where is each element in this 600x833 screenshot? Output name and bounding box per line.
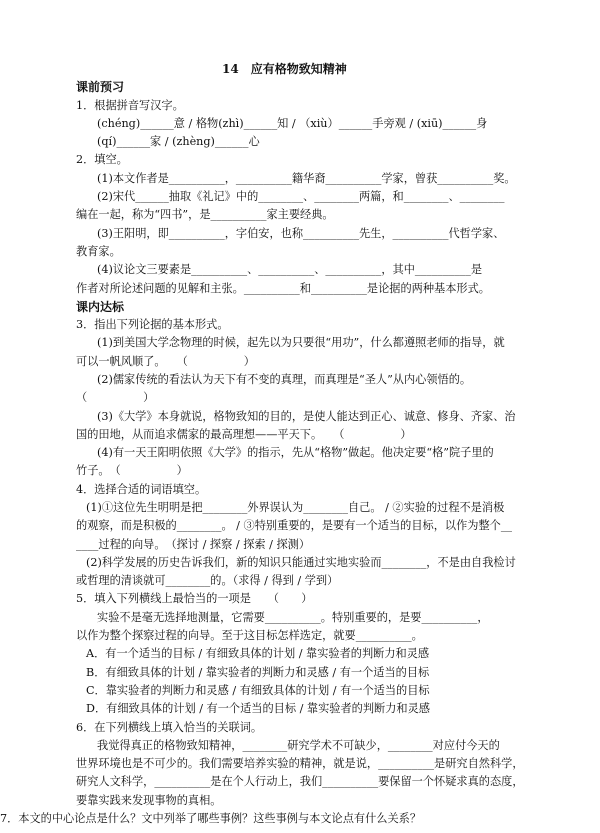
question-3-item-3: (3)《大学》本身就说，格物致知的目的，是使人能达到正心、诚意、修身、齐家、治 [97,410,516,423]
question-1-prompt: 1．根据拼音写汉字。 [76,99,184,112]
question-5-option-c: C．靠实验者的判断力和灵感 / 有细致具体的计划 / 有一个适当的目标 [86,684,430,697]
question-4-item-2-cont: 或哲理的清谈就可________的。（求得 / 得到 / 学到） [76,574,339,587]
question-2-item-2: (2)宋代______抽取《礼记》中的________、________两篇，和________、________ [97,190,505,203]
question-3-item-4-cont: 竹子。 （ ） [76,464,188,477]
question-2-item-2-cont: 编在一起，称为“四书”，是__________家主要经典。 [76,208,334,221]
question-2-item-3-cont: 教育家。 [76,245,121,258]
question-3-item-1-cont: 可以一帆风顺了。 （ ） [76,355,255,368]
question-6-passage-3: 研究人文科学，__________是在个人行动上，我们__________要保留一个怀疑求真的态度， [76,775,524,788]
question-5-passage-2: 以作为整个探察过程的向导。至于这目标怎样选定，就要__________。 [76,629,423,642]
question-4-item-1-cont-1: 的观察，而是积极的________。 / ③特别重要的，是要有一个适当的目标，以作为整个__ [76,519,513,532]
question-3-item-4: (4)有一天王阳明依照《大学》的指示，先从“格物”做起。他决定要“格”院子里的 [97,446,494,459]
question-3-item-1: (1)到美国大学念物理的时候，起先以为只要很“用功”，什么都遵照老师的指导，就 [97,336,505,349]
question-5-passage-1: 实验不是毫无选择地测量，它需要__________。特别重要的，是要__________， [97,611,489,624]
question-6-passage-4: 要靠实践来发现事物的真相。 [76,794,222,807]
question-3-item-2-cont: （ ） [76,391,155,404]
question-2-item-3: (3)王阳明，即__________，字伯安，也称__________先生，__________代哲学家、 [97,227,505,240]
question-2-item-1: (1)本文作者是__________，__________籍华裔__________学家，曾获__________奖。 [97,172,516,185]
page-title: 14 应有格物致知精神 [222,62,347,76]
question-2-item-4: (4)议论文三要素是__________、__________、__________，其中__________是 [97,263,483,276]
question-5-option-b: B．有细致具体的计划 / 靠实验者的判断力和灵感 / 有一个适当的目标 [86,666,430,679]
question-3-item-3-cont: 国的田地，从而追求儒家的最高理想——平天下。 （ ） [76,428,412,441]
question-2-prompt: 2．填空。 [76,153,128,166]
question-5-prompt: 5．填入下列横线上最恰当的一项是 （ ） [76,592,313,605]
question-6-passage-1: 我觉得真正的格物致知精神，________研究学术不可缺少，________对应付今天的 [97,739,500,752]
section-heading-class: 课内达标 [76,300,125,314]
question-6-passage-2: 世界环境也是不可少的。我们需要培养实验的精神，就是说，__________是研究自然科学， [76,757,524,770]
question-2-item-4-cont: 作者对所论述问题的见解和主张。__________和__________是论据的两种基本形式。 [76,282,490,295]
question-3-prompt: 3．指出下列论据的基本形式。 [76,318,229,331]
question-1-line-1: (chéng)______意 / 格物(zhì)______知 / （xiù）______手旁观 / (xiū)______身 [97,117,488,130]
question-7-prompt: 7．本文的中心论点是什么？文中列举了哪些事例？这些事例与本文论点有什么关系？ [0,812,422,825]
question-4-item-2: (2)科学发展的历史告诉我们，新的知识只能通过实地实验而________，不是由自我检讨 [86,556,516,569]
question-4-item-1: (1)①这位先生明明是把________外界误认为________自己。 / ②实验的过程不是消极 [86,501,505,514]
question-6-prompt: 6．在下列横线上填入恰当的关联词。 [76,721,263,734]
question-3-item-2: (2)儒家传统的看法认为天下有不变的真理，而真理是“圣人”从内心领悟的。 [97,373,472,386]
question-4-item-1-cont-2: ____过程的向导。 （探讨 / 探察 / 探索 / 探测） [76,538,311,551]
question-5-option-d: D．有细致具体的计划 / 有一个适当的目标 / 靠实验者的判断力和灵感 [86,702,430,715]
question-1-line-2: (qí)______家 / (zhèng)______心 [97,135,260,148]
section-heading-preview: 课前预习 [76,80,125,94]
question-4-prompt: 4．选择合适的词语填空。 [76,483,207,496]
question-5-option-a: A．有一个适当的目标 / 有细致具体的计划 / 靠实验者的判断力和灵感 [86,647,430,660]
